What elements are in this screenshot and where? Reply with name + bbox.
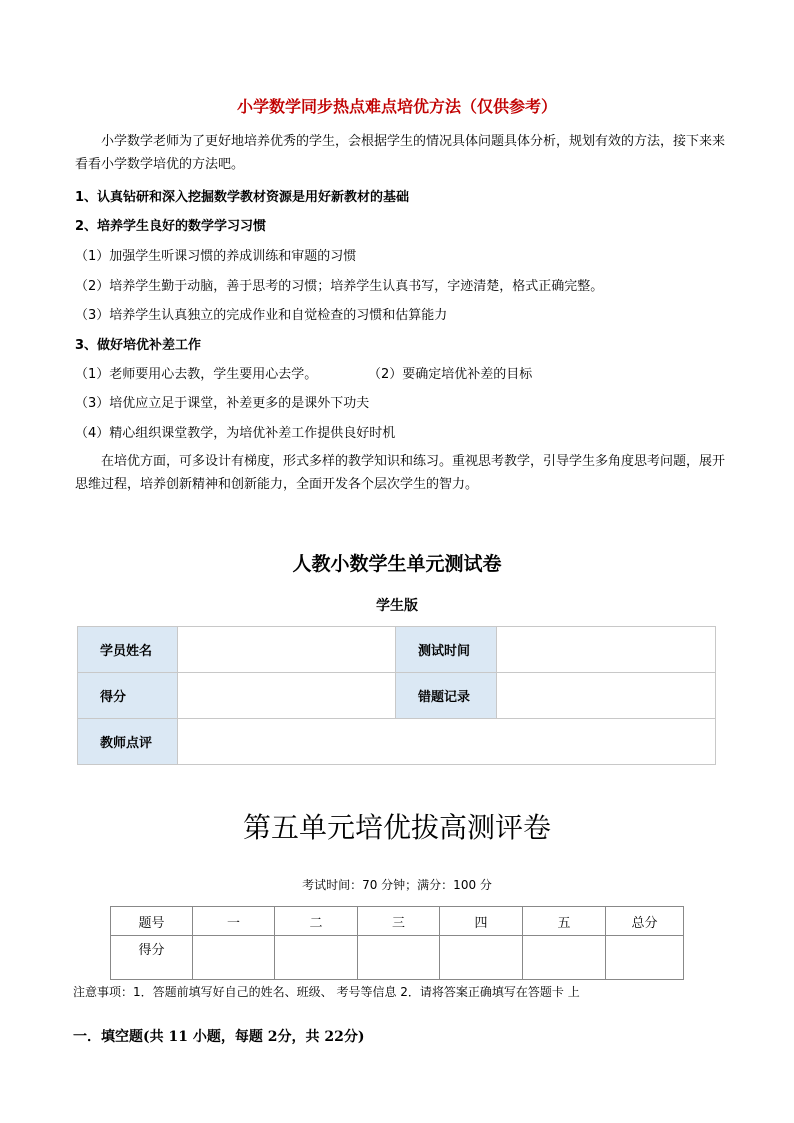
comment-label: 教师点评 (78, 719, 178, 765)
intro-paragraph: 小学数学老师为了更好地培养优秀的学生，会根据学生的情况具体问题具体分析，规划有效的方法，接下来来看看小学数学培优的方法吧。 (75, 134, 726, 172)
time-label: 测试时间 (396, 627, 497, 673)
version-label: 学生版 (376, 598, 418, 614)
score-label: 得分 (78, 673, 178, 719)
score-header: 三 (358, 907, 440, 936)
score-header: 一 (193, 907, 275, 936)
score-header: 总分 (606, 907, 684, 936)
score-cell[interactable] (440, 936, 523, 980)
score-cell[interactable] (193, 936, 275, 980)
heading-1: 1、认真钻研和深入挖掘数学教材资源是用好新教材的基础 (75, 190, 410, 205)
score-row-label: 得分 (111, 936, 193, 980)
list-item: （3）培优应立足于课堂，补差更多的是课外下功夫 (75, 396, 370, 411)
name-label: 学员姓名 (78, 627, 178, 673)
list-item: （3）培养学生认真独立的完成作业和自觉检查的习惯和估算能力 (75, 308, 448, 323)
section-one-title: 一．填空题(共 11 小题，每题 2分，共 22分) (73, 1029, 365, 1045)
student-info-table (77, 626, 716, 765)
list-item: （4）精心组织课堂教学，为培优补差工作提供良好时机 (75, 426, 396, 441)
score-header: 题号 (111, 907, 193, 936)
notice-text: 注意事项：1．答题前填写好自己的姓名、班级、 考号等信息 2．请将答案正确填写在答题卡 上 (73, 985, 580, 999)
score-cell[interactable] (358, 936, 440, 980)
score-header: 五 (523, 907, 606, 936)
comment-field[interactable] (178, 719, 716, 765)
list-item: （1）加强学生听课习惯的养成训练和审题的习惯 (75, 249, 357, 264)
score-header: 四 (440, 907, 523, 936)
exam-title: 第五单元培优拔高测评卷 (242, 811, 551, 844)
error-label: 错题记录 (396, 673, 497, 719)
heading-3: 3、做好培优补差工作 (75, 338, 202, 353)
header-title: 小学数学同步热点难点培优方法（仅供参考） (236, 97, 557, 116)
error-field[interactable] (497, 673, 716, 719)
score-table (110, 906, 684, 980)
score-cell[interactable] (523, 936, 606, 980)
list-item: （2）要确定培优补差的目标 (368, 367, 533, 382)
name-field[interactable] (178, 627, 396, 673)
list-item: （2）培养学生勤于动脑，善于思考的习惯；培养学生认真书写，字迹清楚，格式正确完整。 (75, 279, 604, 294)
exam-meta: 考试时间：70 分钟；满分：100 分 (302, 878, 492, 892)
score-cell[interactable] (275, 936, 358, 980)
test-title: 人教小数学生单元测试卷 (292, 553, 502, 575)
heading-2: 2、培养学生良好的数学学习习惯 (75, 219, 267, 234)
score-header: 二 (275, 907, 358, 936)
score-cell[interactable] (606, 936, 684, 980)
list-item: （1）老师要用心去教，学生要用心去学。 (75, 367, 318, 382)
time-field[interactable] (497, 627, 716, 673)
closing-paragraph: 在培优方面，可多设计有梯度，形式多样的教学知识和练习。重视思考教学，引导学生多角度思考问题，展开思维过程，培养创新精神和创新能力，全面开发各个层次学生的智力。 (75, 454, 726, 492)
score-field[interactable] (178, 673, 396, 719)
